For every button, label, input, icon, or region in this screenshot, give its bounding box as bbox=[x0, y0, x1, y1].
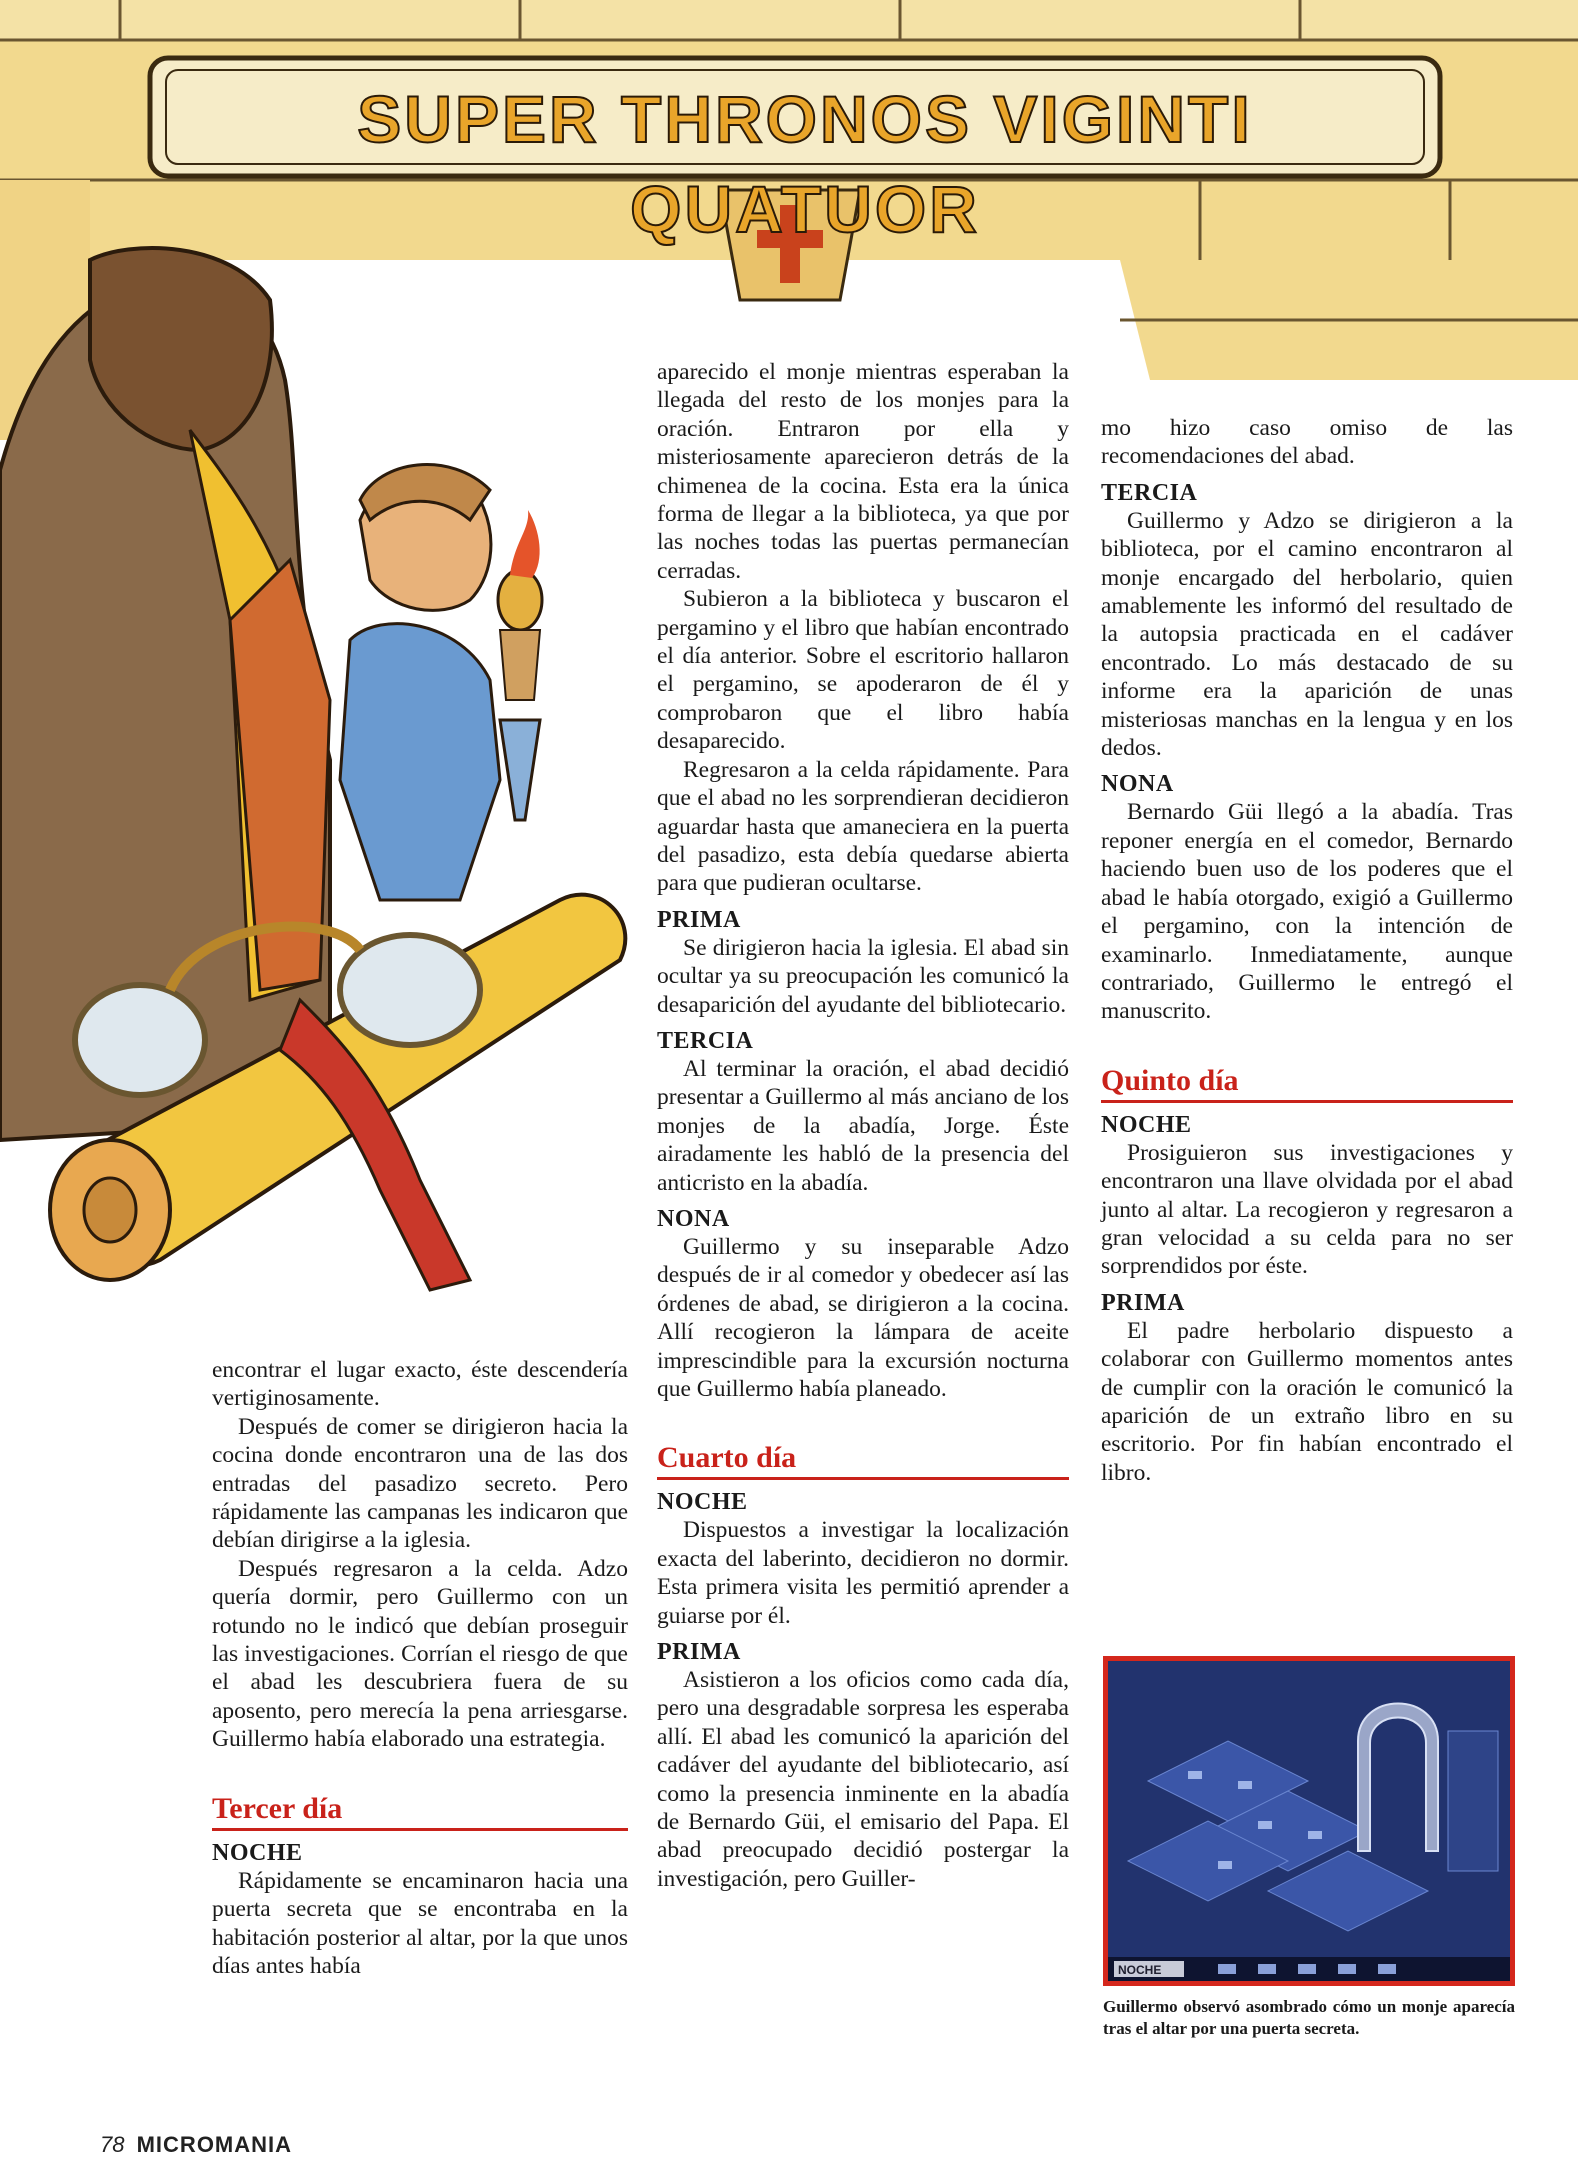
left-column bbox=[212, 1356, 628, 1980]
paragraph: Rápidamente se encaminaron hacia una puerta secreta que se encontraba en la habitación posterior al altar, por la que unos días antes había bbox=[212, 1867, 628, 1979]
subheading-tercia: TERCIA bbox=[1101, 479, 1198, 506]
paragraph: El padre herbolario dispuesto a colaborar con Guillermo momentos antes de cumplir con la oración le comunicó la aparición de un extraño libro en su escritorio. Por fin habían encontrado el libro. bbox=[1101, 1317, 1513, 1486]
subheading-prima: PRIMA bbox=[657, 906, 741, 933]
page-number: 78 bbox=[100, 2132, 125, 2157]
paragraph: encontrar el lugar exacto, éste descendería vertiginosamente. bbox=[212, 1357, 628, 1412]
magazine-name: MICROMANIA bbox=[136, 2132, 293, 2157]
screenshot-caption: Guillermo observó asombrado cómo un monje aparecía tras el altar por una puerta secreta. bbox=[1103, 1997, 1515, 2038]
subheading-prima: PRIMA bbox=[1101, 1289, 1185, 1316]
paragraph: Subieron a la biblioteca y buscaron el pergamino y el libro que habían encontrado el día anterior. Sobre el escritorio hallaron el pergamino, se apoderaron de él y comprobaron que el libro había desaparecido. bbox=[657, 586, 1069, 755]
subheading-nona: NONA bbox=[1101, 771, 1174, 798]
game-screenshot bbox=[1103, 1656, 1515, 1986]
middle-column bbox=[657, 358, 1069, 1893]
paragraph: Al terminar la oración, el abad decidió presentar a Guillermo al más anciano de los monjes de la abadía, Jorge. Éste airadamente les habló de la presencia del anticristo en la abadía. bbox=[657, 1055, 1069, 1196]
paragraph: Bernardo Güi llegó a la abadía. Tras reponer energía en el comedor, Bernardo haciendo buen uso de los poderes que el abad le había otorgado, exigió a Guillermo el pergamino, con la intención de examinarlo. Inmediatamente, aunque contrariado, Guillermo le entregó el manuscrito. bbox=[1101, 799, 1513, 1025]
right-column bbox=[1101, 414, 1513, 1487]
paragraph: Dispuestos a investigar la localización exacta del laberinto, decidieron no dormir. Esta primera visita les permitió aprender a guiarse por él. bbox=[657, 1517, 1069, 1629]
subheading-nona: NONA bbox=[657, 1205, 730, 1232]
paragraph: mo hizo caso omiso de las recomendaciones del abad. bbox=[1101, 415, 1513, 470]
subheading-noche: NOCHE bbox=[212, 1839, 303, 1866]
paragraph: Guillermo y Adzo se dirigieron a la biblioteca, por el camino encontraron al monje encargado del herbolario, quien amablemente les informó del resultado de la autopsia practicada en el cadáver encontrado. Lo más destacado de su informe era la aparición de unas misteriosas manchas en la lengua y en los dedos. bbox=[1101, 507, 1513, 762]
page-footer bbox=[100, 2132, 292, 2158]
subheading-noche: NOCHE bbox=[657, 1489, 748, 1516]
paragraph: Prosiguieron sus investigaciones y encontraron una llave olvidada por el abad junto al altar. La recogieron y regresaron a gran velocidad a su celda para no ser sorprendidos por éste. bbox=[1101, 1139, 1513, 1280]
paragraph: Después de comer se dirigieron hacia la cocina donde encontraron una de las dos entradas del pasadizo secreto. Pero rápidamente las campanas les indicaron que debían dirigirse a la iglesia. bbox=[212, 1413, 628, 1554]
section-heading-quinto-dia: Quinto día bbox=[1101, 1064, 1513, 1103]
paragraph: Se dirigieron hacia la iglesia. El abad sin ocultar ya su preocupación les comunicó la desaparición del ayudante del bibliotecario. bbox=[657, 934, 1069, 1018]
paragraph: Después regresaron a la celda. Adzo quería dormir, pero Guillermo con un rotundo no le indicó que debían proseguir las investigaciones. Corrían el riesgo de que el abad les descubriera fuera de su aposento, pero merecía la pena arriesgarse. Guillermo había elaborado una estrategia. bbox=[212, 1555, 628, 1753]
section-heading-tercer-dia: Tercer día bbox=[212, 1792, 628, 1831]
section-heading-cuarto-dia: Cuarto día bbox=[657, 1441, 1069, 1480]
paragraph: aparecido el monje mientras esperaban la llegada del resto de los monjes para la oración. Entraron por ella y misteriosamente aparecieron detrás de la chimenea de la cocina. Esta era la única forma de llegar a la biblioteca, ya que por las noches todas las puertas permanecían cerradas. bbox=[657, 359, 1069, 584]
paragraph: Asistieron a los oficios como cada día, pero una desgradable sorpresa les esperaba allí. El abad les comunicó la aparición del cadáver del ayudante del bibliotecario, así como la presencia inminente en la abadía de Bernardo Güi, el emisario del Papa. El abad preocupado decidió postergar la investigación, pero Guiller- bbox=[657, 1667, 1069, 1892]
paragraph: Guillermo y su inseparable Adzo después de ir al comedor y obedecer así las órdenes de abad, se dirigieron a la cocina. Allí recogieron la lámpara de aceite imprescindible para la excursión nocturna que Guillermo había planeado. bbox=[657, 1233, 1069, 1402]
banner-title: SUPER THRONOS VIGINTI QUATUOR bbox=[357, 82, 1253, 246]
hud-label: NOCHE bbox=[1118, 1963, 1162, 1977]
paragraph: Regresaron a la celda rápidamente. Para que el abad no les sorprendieran decidieron aguardar hasta que amaneciera en la puerta del pasadizo, esta debía quedarse abierta para que pudieran ocultarse. bbox=[657, 756, 1069, 897]
subheading-tercia: TERCIA bbox=[657, 1027, 754, 1054]
subheading-noche: NOCHE bbox=[1101, 1111, 1192, 1138]
subheading-prima: PRIMA bbox=[657, 1639, 741, 1666]
